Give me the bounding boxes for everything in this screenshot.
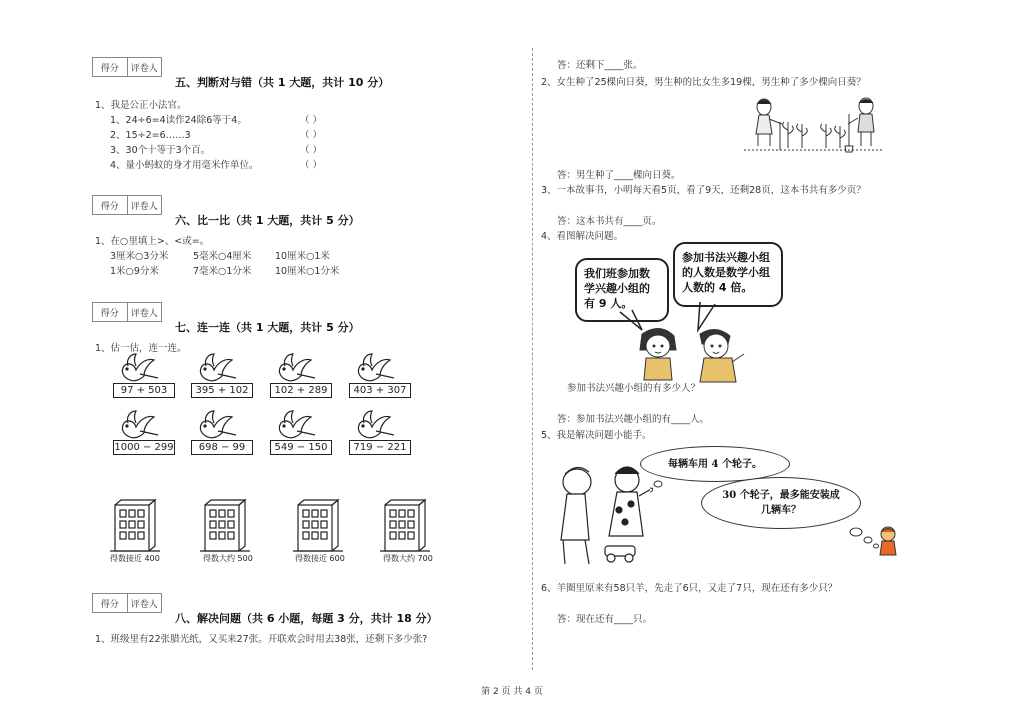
reviewer-label: 评卷人	[130, 308, 158, 319]
kids-illustration	[555, 460, 655, 570]
expression-card[interactable]: 102 + 289	[270, 383, 332, 398]
thought-oval-2: 30 个轮子，最多能安装成几辆车？	[701, 477, 861, 529]
building-caption: 得数大约 500	[203, 554, 253, 563]
bubble-tails	[560, 300, 780, 385]
bird-icons-row1	[110, 352, 420, 384]
reviewer-label: 评卷人	[130, 599, 158, 610]
column-divider	[532, 48, 533, 670]
building-caption: 得数接近 400	[110, 554, 160, 563]
score-label: 得分	[93, 303, 128, 321]
s6-cmp: 7毫米○1分米	[193, 266, 252, 277]
s8-q4: 4、看图解决问题。	[541, 231, 624, 242]
expression-card[interactable]: 97 + 503	[113, 383, 175, 398]
expression-card[interactable]: 1000 − 299	[114, 442, 174, 453]
s8-q5: 5、我是解决问题小能手。	[541, 430, 652, 441]
score-box	[92, 57, 162, 77]
score-box	[92, 593, 162, 613]
speech-bubble-right: 参加书法兴趣小组的人数是数学小组人数的 4 倍。	[673, 242, 783, 307]
s6-cmp: 10厘米○1分米	[275, 266, 340, 277]
bird-icons-row2	[110, 409, 420, 441]
s5-item-4: 4、量小蚂蚁的身才用毫米作单位。	[110, 160, 259, 171]
score-label: 得分	[93, 58, 128, 76]
s8-q6: 6、羊圈里原来有58只羊，先走了6只，又走了7只，现在还有多少只？	[541, 583, 838, 594]
s6-q1: 1、在○里填上>、<或=。	[95, 236, 210, 247]
s8-q4-ask: 参加书法兴趣小组的有多少人？	[567, 383, 701, 394]
score-label: 得分	[93, 196, 128, 214]
answer-paren[interactable]: （ ）	[300, 130, 323, 141]
s5-item-3: 3、30个十等于3个百。	[110, 145, 211, 156]
building-icons[interactable]	[110, 497, 450, 555]
planting-illustration	[744, 94, 884, 154]
building-caption: 得数接近 600	[295, 554, 345, 563]
s8-a3: 答：这本书共有____页。	[557, 216, 662, 227]
expression-card[interactable]: 395 + 102	[191, 383, 253, 398]
thought-oval-1: 每辆车用 4 个轮子。	[640, 446, 790, 482]
s6-cmp: 1米○9分米	[110, 266, 159, 277]
s8-a4: 答：参加书法兴趣小组的有____人。	[557, 414, 710, 425]
score-box	[92, 302, 162, 322]
s8-q3: 3、一本故事书，小明每天看5页，看了9天，还剩28页，这本书共有多少页？	[541, 185, 866, 196]
page-footer: 第 2 页 共 4 页	[481, 687, 543, 697]
thought-dots	[650, 470, 890, 560]
s5-q1: 1、我是公正小法官。	[95, 100, 187, 111]
reviewer-label: 评卷人	[130, 201, 158, 212]
score-label: 得分	[93, 594, 128, 612]
speech-bubble-left: 我们班参加数学兴趣小组的有 9 人。	[575, 258, 669, 322]
section-8-title: 八、解决问题（共 6 小题，每题 3 分，共计 18 分）	[175, 612, 438, 625]
building-caption: 得数大约 700	[383, 554, 433, 563]
s8-q1: 1、班级里有22张腊光纸，又买来27张。开联欢会时用去38张，还剩下多少张?	[95, 634, 428, 645]
s6-cmp: 3厘米○3分米	[110, 251, 169, 262]
section-5-title: 五、判断对与错（共 1 大题，共计 10 分）	[175, 76, 390, 89]
reviewer-label: 评卷人	[130, 63, 158, 74]
s8-q2: 2、女生种了25棵向日葵，男生种的比女生多19棵，男生种了多少棵向日葵？	[541, 77, 866, 88]
s8-a1: 答：还剩下____张。	[557, 60, 643, 71]
expression-card[interactable]: 698 − 99	[191, 440, 253, 455]
small-kid-icon	[876, 525, 900, 559]
s8-a6: 答：现在还有____只。	[557, 614, 653, 625]
answer-paren[interactable]: （ ）	[300, 115, 323, 126]
s8-a2: 答：男生种了____棵向日葵。	[557, 170, 681, 181]
s5-item-1: 1、24÷6=4读作24除6等于4。	[110, 115, 247, 126]
expression-card[interactable]: 403 + 307	[349, 383, 411, 398]
section-7-title: 七、连一连（共 1 大题，共计 5 分）	[175, 321, 360, 334]
answer-paren[interactable]: （ ）	[300, 160, 323, 171]
s6-cmp: 5毫米○4厘米	[193, 251, 252, 262]
answer-paren[interactable]: （ ）	[300, 145, 323, 156]
s6-cmp: 10厘米○1米	[275, 251, 330, 262]
score-box	[92, 195, 162, 215]
section-6-title: 六、比一比（共 1 大题，共计 5 分）	[175, 214, 360, 227]
expression-card[interactable]: 719 − 221	[349, 440, 411, 455]
expression-card[interactable]: 549 − 150	[270, 440, 332, 455]
s5-item-2: 2、15÷2=6……3	[110, 130, 191, 141]
s7-q1: 1、估一估，连一连。	[95, 343, 187, 354]
